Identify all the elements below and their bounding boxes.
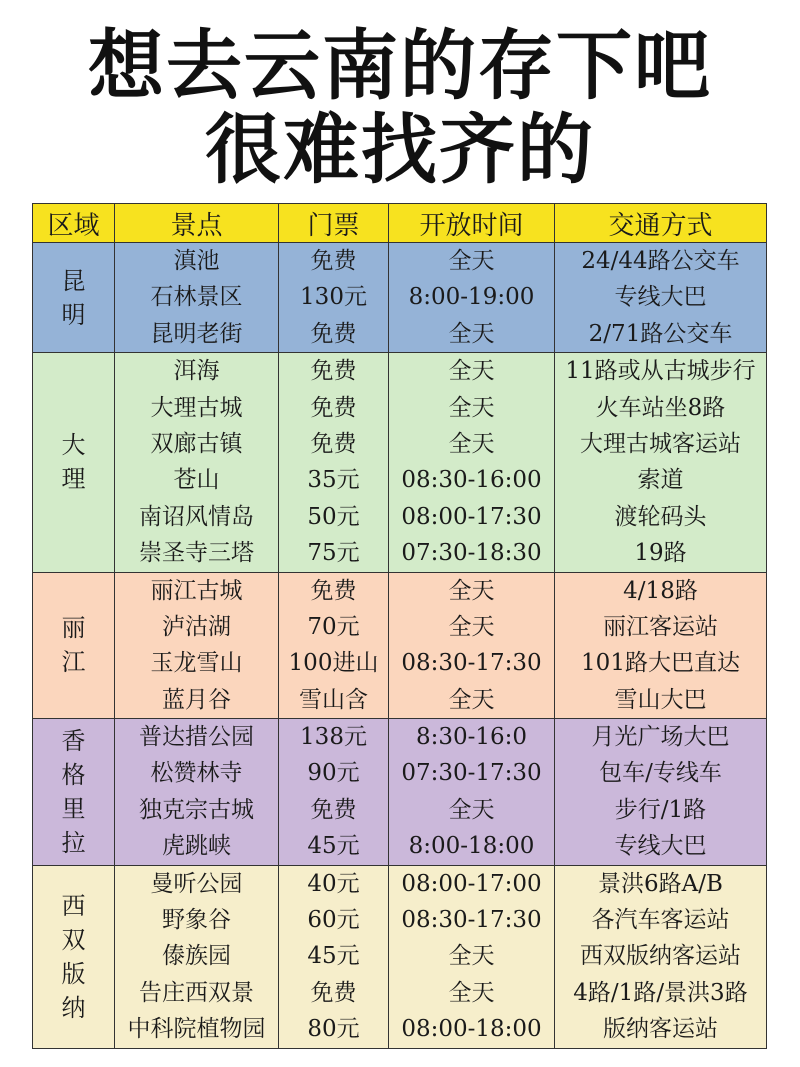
hours-column [389,865,555,1048]
spot-name: 普达措公园 [139,724,254,751]
ticket-column [279,719,389,866]
transport-info: 专线大巴 [614,833,707,860]
spot-name: 虎跳峡 [162,833,231,860]
region-name [33,719,115,866]
transport-info: 索道 [637,467,684,494]
region-row-shangrila [33,719,767,866]
opening-hours: 08:00-17:30 [401,503,542,530]
region-name [33,243,115,353]
ticket-price: 60元 [307,907,360,934]
spot-name: 玉龙雪山 [150,650,243,677]
transport-column [555,353,767,572]
transport-info: 19路 [634,540,687,567]
opening-hours: 全天 [448,577,495,604]
opening-hours: 8:00-18:00 [408,833,535,860]
table-header-row [33,204,767,243]
ticket-price: 免费 [310,358,357,385]
opening-hours: 全天 [448,979,495,1006]
region-name-text: 西双版纳 [61,891,86,1022]
transport-info: 版纳客运站 [603,1016,718,1043]
transport-info: 丽江客运站 [603,613,718,640]
spot-name: 洱海 [173,358,220,385]
transport-info: 11路或从古城步行 [565,358,756,385]
ticket-price: 45元 [307,943,360,970]
spot-name: 野象谷 [162,907,231,934]
ticket-price: 35元 [307,467,360,494]
ticket-price: 40元 [307,870,360,897]
ticket-column [279,353,389,572]
spot-column [115,243,279,353]
region-name-text: 昆明 [61,266,86,329]
ticket-price: 75元 [307,540,360,567]
opening-hours: 8:00-19:00 [408,284,535,311]
transport-info: 火车站坐8路 [595,394,726,421]
ticket-column [279,572,389,719]
header-hours: 开放时间 [389,204,555,243]
spot-name: 石林景区 [150,284,243,311]
hours-column [389,719,555,866]
ticket-price: 45元 [307,833,360,860]
spot-name: 滇池 [173,248,220,274]
opening-hours: 08:30-17:30 [401,650,542,677]
opening-hours: 07:30-18:30 [401,540,542,567]
transport-info: 景洪6路A/B [598,870,723,897]
ticket-price: 免费 [310,248,357,274]
transport-info: 专线大巴 [614,284,707,311]
header-transport: 交通方式 [555,204,767,243]
ticket-price: 138元 [300,724,367,751]
spot-name: 曼听公园 [150,870,243,897]
header-ticket: 门票 [279,204,389,243]
opening-hours: 全天 [448,686,495,713]
spot-name: 丽江古城 [150,577,243,604]
transport-info: 101路大巴直达 [581,650,740,677]
opening-hours: 08:00-17:00 [401,870,542,897]
opening-hours: 08:00-18:00 [401,1016,542,1043]
transport-info: 大理古城客运站 [580,430,741,457]
transport-info: 月光广场大巴 [591,724,730,751]
spot-name: 昆明老街 [150,320,243,347]
spot-name: 独克宗古城 [139,796,254,823]
ticket-price: 雪山含 [299,686,368,713]
transport-info: 包车/专线车 [599,760,722,787]
spot-name: 松赞林寺 [150,760,243,787]
opening-hours: 全天 [448,358,495,385]
transport-info: 4/18路 [623,577,698,604]
opening-hours: 全天 [448,320,495,347]
transport-info: 24/44路公交车 [581,248,740,274]
transport-column [555,865,767,1048]
ticket-column [279,865,389,1048]
transport-info: 步行/1路 [614,796,707,823]
transport-info: 渡轮码头 [614,503,707,530]
spot-column [115,865,279,1048]
page-title-line-1: 想去云南的存下吧 [88,21,712,110]
region-name [33,865,115,1048]
ticket-price: 免费 [310,979,357,1006]
ticket-price: 50元 [307,503,360,530]
spot-name: 南诏风情岛 [139,503,254,530]
spot-name: 中科院植物园 [127,1016,266,1043]
page-title-line-2: 很难找齐的 [205,105,595,194]
ticket-price: 免费 [310,796,357,823]
opening-hours: 全天 [448,248,495,274]
ticket-price: 130元 [300,284,367,311]
region-name [33,572,115,719]
region-name-text: 香格里拉 [61,726,86,857]
transport-info: 各汽车客运站 [591,907,730,934]
ticket-price: 100进山 [288,650,379,677]
opening-hours: 全天 [448,613,495,640]
region-name [33,353,115,572]
ticket-price: 80元 [307,1016,360,1043]
ticket-price: 90元 [307,760,360,787]
hours-column [389,243,555,353]
opening-hours: 08:30-17:30 [401,907,542,934]
region-row-kunming [33,243,767,353]
transport-column [555,572,767,719]
region-name-text: 大理 [61,431,86,494]
opening-hours: 07:30-17:30 [401,760,542,787]
spot-name: 告庄西双景 [139,979,254,1006]
attractions-table [32,203,767,1049]
spot-name: 傣族园 [162,943,231,970]
spot-name: 大理古城 [150,394,243,421]
ticket-price: 免费 [310,394,357,421]
transport-info: 西双版纳客运站 [580,943,741,970]
spot-name: 双廊古镇 [150,430,243,457]
header-region: 区域 [33,204,115,243]
ticket-price: 免费 [310,320,357,347]
region-name-text: 丽江 [61,614,86,677]
spot-name: 苍山 [173,467,220,494]
ticket-price: 免费 [310,577,357,604]
ticket-price: 免费 [310,430,357,457]
opening-hours: 08:30-16:00 [401,467,542,494]
spot-column [115,719,279,866]
opening-hours: 全天 [448,430,495,457]
region-row-dali [33,353,767,572]
header-spot: 景点 [115,204,279,243]
region-row-lijiang [33,572,767,719]
hours-column [389,353,555,572]
spot-column [115,572,279,719]
transport-column [555,719,767,866]
spot-name: 崇圣寺三塔 [139,540,254,567]
opening-hours: 全天 [448,943,495,970]
transport-info: 2/71路公交车 [588,320,733,347]
opening-hours: 8:30-16:0 [415,724,528,751]
opening-hours: 全天 [448,394,495,421]
transport-info: 雪山大巴 [614,686,707,713]
ticket-price: 70元 [307,613,360,640]
spot-name: 蓝月谷 [162,686,231,713]
hours-column [389,572,555,719]
opening-hours: 全天 [448,796,495,823]
ticket-column [279,243,389,353]
region-row-xishuangbanna [33,865,767,1048]
spot-column [115,353,279,572]
transport-info: 4路/1路/景洪3路 [573,979,748,1006]
spot-name: 泸沽湖 [162,613,231,640]
transport-column [555,243,767,353]
